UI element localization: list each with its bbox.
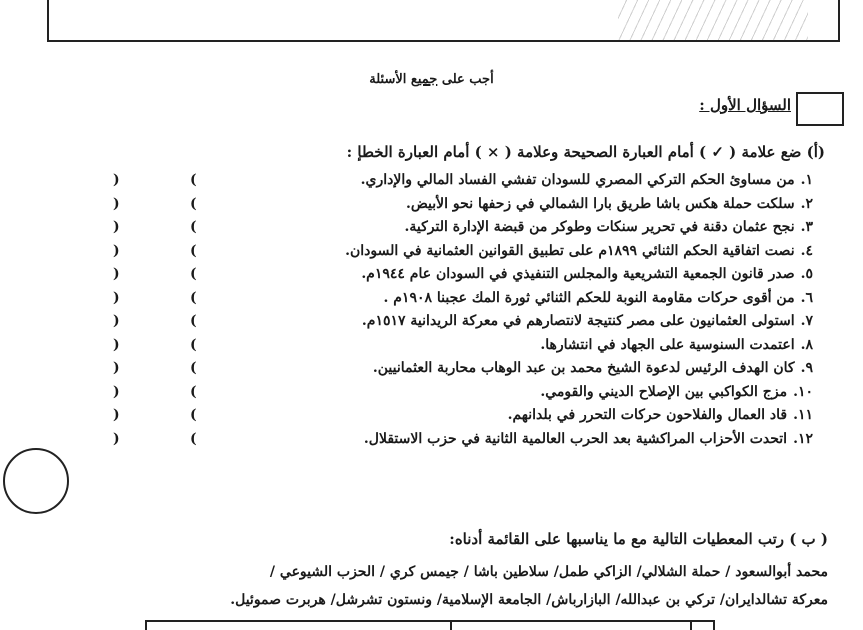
instruction: [0, 72, 863, 87]
list-item: [0, 290, 863, 312]
item-text: [508, 407, 813, 423]
item-statement: من أقوى حركات مقاومة النوبة للحكم الثنائي ثورة المك عجبنا ١٩٠٨م .: [383, 289, 795, 306]
list-item: [0, 337, 863, 359]
table-divider: [450, 620, 452, 630]
names-line-1: محمد أبوالسعود / حملة الشلالي/ الزاكي طمل/ سلاطين باشا / جيمس كري / الحزب الشيوعي /: [269, 564, 828, 580]
item-statement: اعتمدت السنوسية على الجهاد في انتشارها.: [540, 336, 795, 353]
item-statement: نصت اتفاقية الحكم الثنائي ١٨٩٩م على تطبيق القوانين العثمانية في السودان.: [345, 242, 795, 259]
item-statement: اتحدت الأحزاب المراكشية بعد الحرب العالمية الثانية في حزب الاستقلال.: [363, 430, 788, 447]
item-text: [384, 290, 814, 306]
instruction-emphasis: جميع: [410, 72, 438, 87]
part-b-heading: ( ب ) رتب المعطيات التالية مع ما يناسبها على القائمة أدناه:: [449, 530, 828, 548]
question1-title: السؤال الأول :: [699, 96, 791, 114]
list-item: [0, 219, 863, 241]
item-number: ١٢.: [793, 430, 813, 447]
answer-paren-open: (: [190, 430, 197, 447]
instruction-prefix: أجب على: [437, 72, 494, 87]
item-text: [362, 313, 813, 329]
item-number: ١.: [800, 172, 813, 188]
list-item: [0, 266, 863, 288]
list-item: [0, 313, 863, 335]
answer-table-top: [145, 620, 715, 630]
item-number: ١٠.: [793, 383, 813, 400]
answer-paren-open: (: [190, 336, 197, 353]
instruction-suffix: الأسئلة: [369, 72, 411, 87]
item-text: [406, 196, 813, 212]
item-number: ٢.: [800, 195, 813, 212]
item-statement: صدر قانون الجمعية التشريعية والمجلس التنفيذي في السودان عام ١٩٤٤م.: [361, 266, 795, 282]
item-text: [373, 360, 813, 376]
list-item: [0, 431, 863, 453]
item-statement: قاد العمال والفلاحون حركات التحرر في بلدانهم.: [507, 407, 788, 423]
answer-paren-close: ): [113, 195, 120, 212]
item-number: ٨.: [800, 336, 813, 353]
part-a-heading: (أ) ضع علامة ( ✓ ) أمام العبارة الصحيحة وعلامة ( × ) أمام العبارة الخطإ :: [346, 143, 825, 161]
item-text: [361, 172, 813, 188]
answer-paren-close: ): [113, 219, 120, 235]
item-statement: من مساوئ الحكم التركي المصري للسودان تفشي الفساد المالي والإداري.: [360, 172, 795, 188]
item-text: [540, 384, 813, 400]
table-divider: [690, 620, 692, 630]
answer-paren-close: ): [113, 172, 120, 188]
names-line-2: معركة تشالدايران/ تركي بن عبدالله/ البازارباش/ الجامعة الإسلامية/ ونستون تشرشل/ هربرت صموئيل.: [230, 592, 828, 608]
item-text: [540, 337, 813, 353]
answer-paren-open: (: [190, 266, 197, 282]
answer-paren-close: ): [113, 242, 120, 259]
item-text: [345, 243, 813, 259]
item-statement: سلكت حملة هكس باشا طريق بارا الشمالي في زحفها نحو الأبيض.: [406, 195, 795, 212]
answer-paren-close: ): [113, 383, 120, 400]
item-text: [364, 431, 813, 447]
item-statement: مزج الكواكبي بين الإصلاح الديني والقومي.: [540, 383, 788, 400]
header-box: [47, 0, 840, 42]
list-item: [0, 360, 863, 382]
answer-paren-close: ): [113, 289, 120, 306]
answer-paren-open: (: [190, 242, 197, 259]
answer-paren-open: (: [190, 195, 197, 212]
item-number: ٤.: [800, 242, 813, 259]
answer-paren-open: (: [190, 360, 197, 376]
item-number: ٦.: [800, 289, 813, 306]
answer-paren-close: ): [113, 430, 120, 447]
item-statement: كان الهدف الرئيس لدعوة الشيخ محمد بن عبد الوهاب محاربة العثمانيين.: [372, 360, 795, 376]
item-text: [405, 219, 813, 235]
list-item: [0, 196, 863, 218]
answer-paren-open: (: [190, 407, 197, 423]
item-statement: استولى العثمانيون على مصر كنتيجة لانتصارهم في معركة الريدانية ١٥١٧م.: [361, 313, 795, 329]
answer-paren-close: ): [113, 336, 120, 353]
item-number: ٥.: [800, 266, 813, 282]
answer-paren-open: (: [190, 383, 197, 400]
answer-paren-open: (: [190, 313, 197, 329]
item-number: ٣.: [800, 219, 813, 235]
answer-paren-close: ): [113, 313, 120, 329]
answer-paren-close: ): [113, 266, 120, 282]
item-text: [361, 266, 813, 282]
grade-circle: [3, 448, 69, 514]
list-item: [0, 407, 863, 429]
answer-paren-open: (: [190, 289, 197, 306]
answer-paren-open: (: [190, 172, 197, 188]
list-item: [0, 243, 863, 265]
list-item: [0, 172, 863, 194]
answer-paren-close: ): [113, 407, 120, 423]
item-statement: نجح عثمان دقنة في تحرير سنكات وطوكر من قبضة الإدارة التركية.: [404, 219, 795, 235]
answer-paren-close: ): [113, 360, 120, 376]
score-box: [796, 92, 844, 126]
item-number: ١١.: [793, 407, 813, 423]
answer-paren-open: (: [190, 219, 197, 235]
item-number: ٧.: [800, 313, 813, 329]
list-item: [0, 384, 863, 406]
item-number: ٩.: [800, 360, 813, 376]
hatch-decoration: [618, 0, 808, 40]
